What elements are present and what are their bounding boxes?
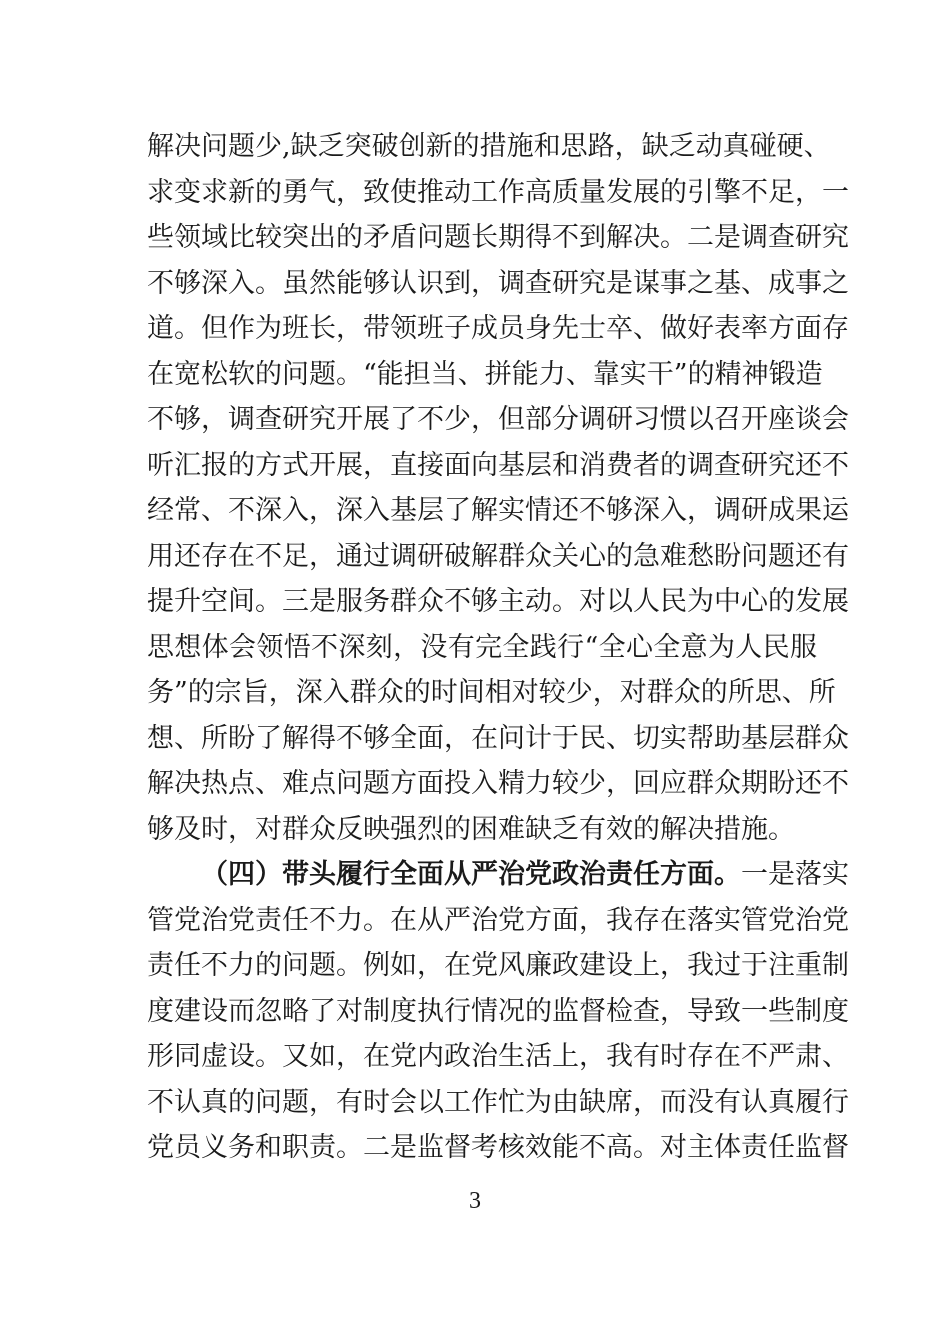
text-line: 在宽松软的问题。“能担当、拼能力、靠实干”的精神锻造 bbox=[147, 358, 823, 390]
text-line: 求变求新的勇气，致使推动工作高质量发展的引擎不足，一 bbox=[147, 176, 849, 208]
text-line: 够及时，对群众反映强烈的困难缺乏有效的解决措施。 bbox=[147, 813, 795, 845]
text-line: 听汇报的方式开展，直接面向基层和消费者的调查研究还不 bbox=[147, 449, 849, 481]
section-heading-line bbox=[147, 852, 849, 898]
text-line: 不认真的问题，有时会以工作忙为由缺席，而没有认真履行 bbox=[147, 1086, 849, 1118]
page-number: 3 bbox=[469, 1188, 481, 1214]
text-line: 些领域比较突出的矛盾问题长期得不到解决。二是调查研究 bbox=[147, 222, 849, 253]
body-text bbox=[147, 124, 849, 1171]
text-line: 解决热点、难点问题方面投入精力较少，回应群众期盼还不 bbox=[147, 768, 849, 799]
text-line: 形同虚设。又如，在党内政治生活上，我有时存在不严肃、 bbox=[147, 1041, 849, 1072]
section-heading-tail: 一是落实 bbox=[741, 859, 849, 890]
text-line: 党员义务和职责。二是监督考核效能不高。对主体责任监督 bbox=[147, 1132, 849, 1163]
text-line: 责任不力的问题。例如，在党风廉政建设上，我过于注重制 bbox=[147, 950, 849, 981]
text-line: 提升空间。三是服务群众不够主动。对以人民为中心的发展 bbox=[147, 586, 849, 617]
section-heading: （四）带头履行全面从严治党政治责任方面。 bbox=[201, 859, 741, 890]
text-line: 思想体会领悟不深刻，没有完全践行“全心全意为人民服 bbox=[147, 631, 817, 663]
text-line: 不够，调查研究开展了不少，但部分调研习惯以召开座谈会 bbox=[147, 404, 849, 435]
text-line: 经常、不深入，深入基层了解实情还不够深入，调研成果运 bbox=[147, 495, 849, 526]
text-line: 务”的宗旨，深入群众的时间相对较少，对群众的所思、所 bbox=[147, 677, 836, 708]
text-line: 想、所盼了解得不够全面，在问计于民、切实帮助基层群众 bbox=[147, 722, 849, 754]
text-line: 不够深入。虽然能够认识到，调查研究是谋事之基、成事之 bbox=[147, 267, 849, 299]
text-line: 管党治党责任不力。在从严治党方面，我存在落实管党治党 bbox=[147, 904, 849, 936]
text-line: 度建设而忽略了对制度执行情况的监督检查，导致一些制度 bbox=[147, 995, 849, 1027]
text-line: 用还存在不足，通过调研破解群众关心的急难愁盼问题还有 bbox=[147, 540, 849, 572]
text-line: 道。但作为班长，带领班子成员身先士卒、做好表率方面存 bbox=[147, 313, 849, 344]
text-line: 解决问题少,缺乏突破创新的措施和思路，缺乏动真碰硬、 bbox=[147, 131, 831, 162]
